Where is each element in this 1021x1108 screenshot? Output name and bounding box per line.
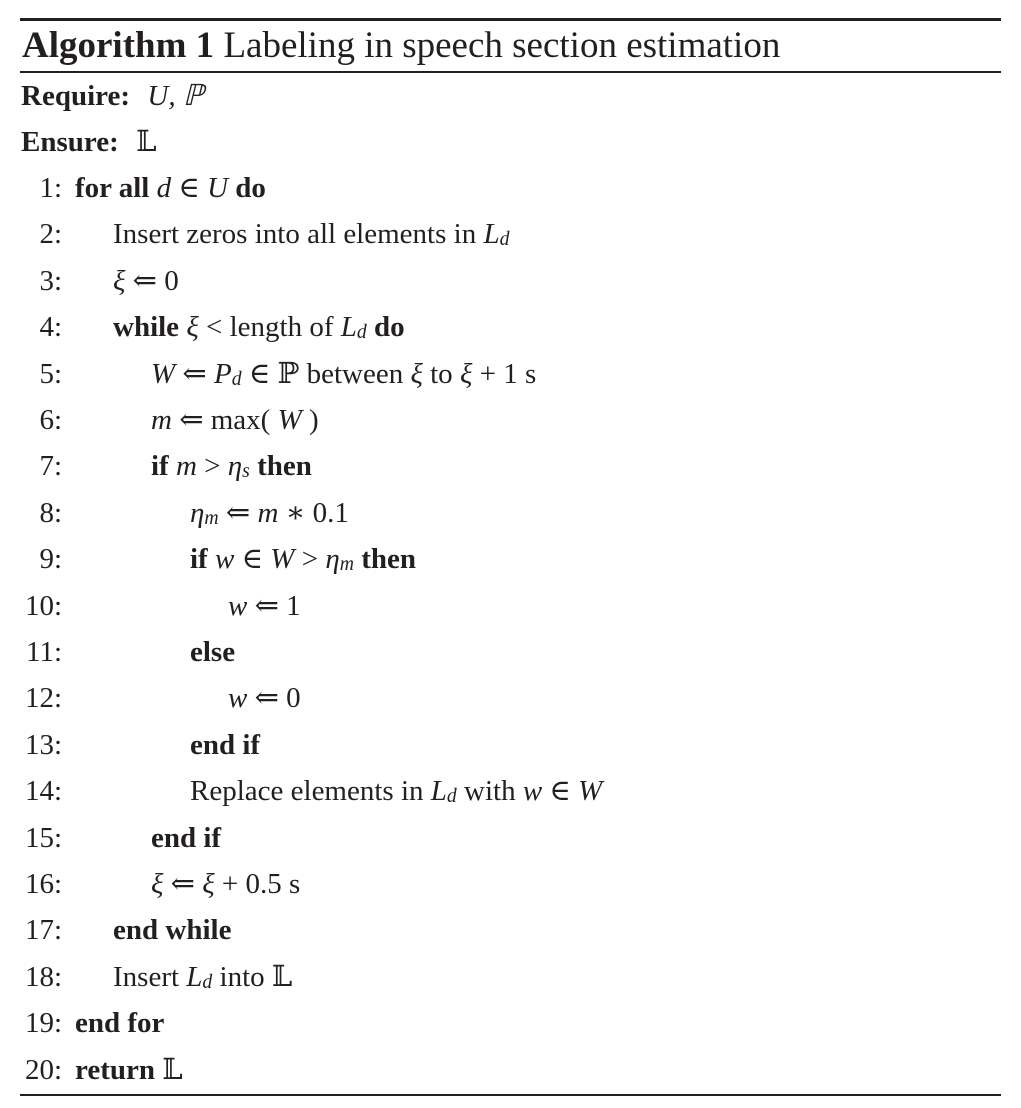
line-number: 20: [24,1053,62,1086]
line-number: 2: [39,218,62,251]
math-symbol: d [156,172,172,204]
text-segment: + 1 s [479,357,537,390]
text-segment: with [464,775,516,808]
require-args: U, ℙ [147,80,204,112]
keyword: end for [75,1007,165,1040]
line-number: 13: [24,728,62,761]
algorithm-line [0,261,1021,301]
text-segment: ⇐ [225,496,251,529]
math-symbol: P [213,357,232,390]
math-symbol: ξ [113,264,126,297]
line-number: 4: [39,311,62,344]
text-segment: ∗ 0.1 [285,496,349,529]
text-segment: > [301,543,319,576]
line-number: 15: [24,821,62,854]
keyword: for all [75,172,150,204]
math-symbol: d [202,970,213,993]
keyword: if [151,450,169,483]
text-segment: ∈ ℙ between [248,357,404,390]
line-content [151,446,312,486]
text-segment: ⇐ [170,868,195,900]
math-symbol: m [339,553,354,576]
line-content [190,539,416,579]
text-segment: 𝕃 [162,1053,183,1086]
math-symbol: W [578,775,603,808]
line-content [151,864,300,904]
text-segment: ) [309,404,319,436]
text-segment: + 0.5 s [221,868,301,900]
keyword: return [75,1053,156,1086]
line-content [75,1003,164,1043]
line-content [228,586,301,626]
text-segment: > [204,450,221,483]
math-symbol: d [356,321,367,344]
line-content [190,725,260,765]
line-content [113,261,179,301]
math-symbol: U [207,172,229,204]
math-symbol: ξ [459,357,473,390]
text-segment: ∈ [241,543,264,576]
line-content [113,307,405,347]
line-number: 9: [39,543,62,576]
line-content [228,678,301,718]
algorithm-line [0,307,1021,347]
algorithm-line [0,864,1021,904]
require-line [0,76,1021,116]
text-segment: Insert zeros into all elements in [113,218,477,251]
text-segment: ⇐ 1 [254,589,301,622]
keyword: end while [113,914,232,947]
line-number: 3: [39,264,62,297]
math-symbol: ξ [186,311,199,344]
algorithm-title: Labeling in speech section estimation [223,25,781,66]
text-segment: Insert [113,960,180,993]
algorithm-line [0,910,1021,950]
algorithm-line [0,1050,1021,1090]
math-symbol: W [277,404,302,436]
ensure-line [0,122,1021,162]
math-symbol: ξ [202,868,215,900]
math-symbol: s [242,460,250,483]
text-segment: ∈ [549,775,571,808]
algorithm-line [0,446,1021,486]
line-number: 16: [24,868,62,900]
line-content [113,214,509,254]
line-number: 10: [24,589,62,622]
math-symbol: W [151,357,176,390]
keyword: then [361,543,416,576]
line-content [151,818,221,858]
line-content [75,1050,183,1090]
caption-rule [20,71,1001,73]
text-segment: ∈ [178,172,200,204]
line-number: 5: [39,357,62,390]
math-symbol: w [228,682,248,715]
algorithm-line [0,539,1021,579]
line-content [190,632,235,672]
math-symbol: w [214,543,235,576]
math-symbol: d [231,367,242,390]
math-symbol: w [522,775,543,808]
ensure-args: 𝕃 [136,126,157,158]
math-symbol: m [151,404,172,436]
algorithm-line [0,586,1021,626]
text-segment: Replace elements in [190,775,424,808]
line-number: 11: [26,636,62,668]
math-symbol: d [446,785,457,808]
line-number: 19: [24,1007,62,1040]
algorithm-line [0,214,1021,254]
keyword: while [113,311,180,344]
line-content [190,493,349,533]
line-content [113,957,292,997]
math-symbol: L [483,218,500,251]
algorithm-line [0,725,1021,765]
text-segment: ⇐ max( [179,404,271,436]
math-symbol: W [270,543,295,576]
math-symbol: L [340,311,357,344]
require-keyword: Require: [21,80,131,112]
keyword: do [373,311,405,344]
math-symbol: d [499,228,510,251]
math-symbol: m [257,496,279,529]
algorithm-line [0,493,1021,533]
line-content [151,400,319,440]
text-segment: into 𝕃 [219,960,293,993]
algorithm-label: Algorithm 1 [22,25,215,66]
keyword: then [257,450,312,483]
algorithm-line [0,400,1021,440]
algorithm-line [0,818,1021,858]
line-number: 8: [39,496,62,529]
line-number: 1: [39,172,62,204]
math-symbol: L [430,775,447,808]
line-content [75,168,266,208]
text-segment: ⇐ [182,357,207,390]
math-symbol: m [204,506,219,529]
math-symbol: ξ [151,868,164,900]
math-symbol: m [175,450,197,483]
text-segment: < length of [205,311,334,344]
line-number: 6: [39,404,62,436]
algorithm-line [0,678,1021,718]
algorithm-line [0,632,1021,672]
algorithm-line [0,354,1021,394]
math-symbol: η [325,543,340,576]
keyword: else [190,636,236,668]
line-number: 7: [39,450,62,483]
math-symbol: ξ [410,357,423,390]
keyword: end if [190,728,261,761]
algorithm-line [0,1003,1021,1043]
keyword: do [235,172,266,204]
algorithm-line [0,957,1021,997]
line-content [151,354,536,394]
line-number: 12: [24,682,62,715]
line-number: 17: [24,914,62,947]
algorithm-line [0,771,1021,811]
math-symbol: η [227,450,243,483]
text-segment: to [430,357,453,390]
algorithm-line [0,168,1021,208]
line-number: 18: [24,960,62,993]
keyword: if [190,543,208,576]
keyword: end if [151,821,222,854]
math-symbol: η [190,496,205,529]
line-content [190,771,602,811]
math-symbol: L [186,960,203,993]
line-content [113,910,231,950]
line-number: 14: [24,775,62,808]
top-rule [20,18,1001,21]
ensure-keyword: Ensure: [21,126,119,158]
text-segment: ⇐ 0 [254,682,301,715]
bottom-rule [20,1094,1001,1096]
algorithm-caption [22,22,780,70]
text-segment: ⇐ 0 [132,264,179,297]
math-symbol: w [228,589,248,622]
